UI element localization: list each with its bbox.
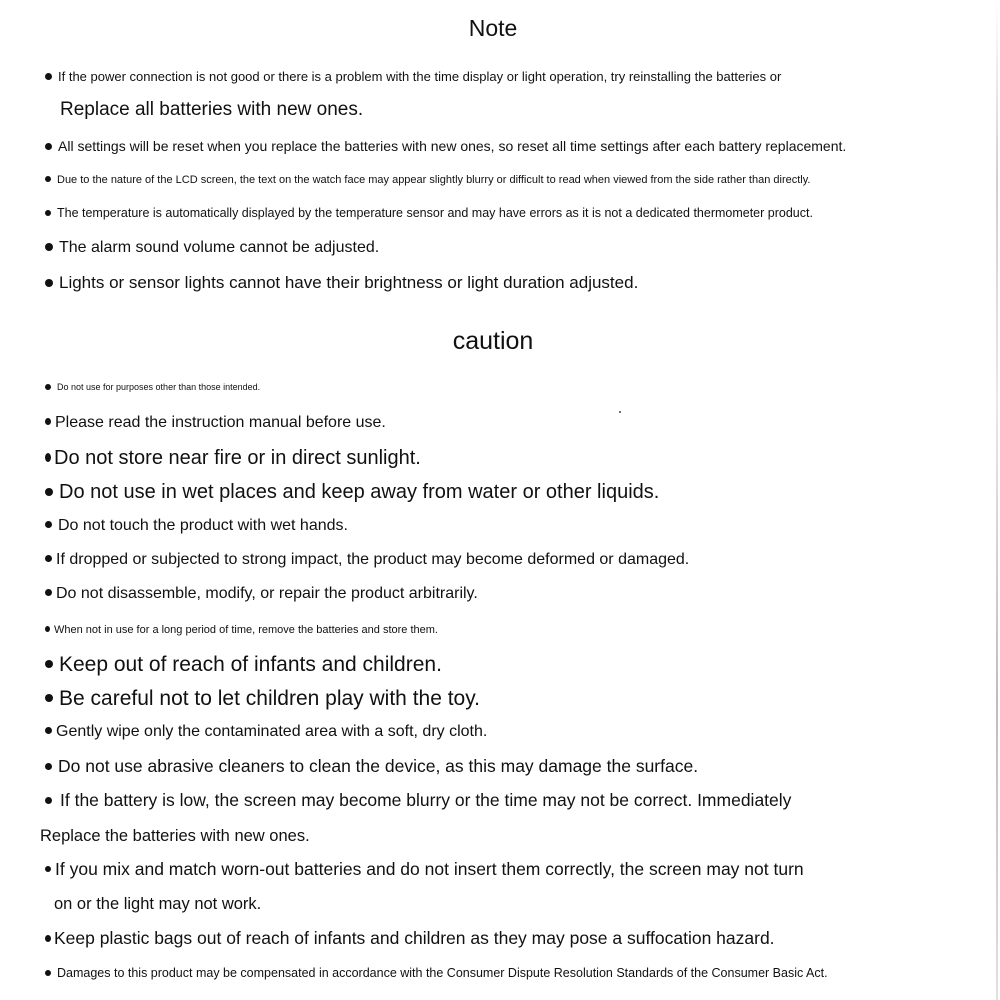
- caution-item-text: Damages to this product may be compensated in accordance with the Consumer Dispute Resolution Standards of the Consumer Basic Act.: [57, 966, 828, 980]
- note-item-text: The alarm sound volume cannot be adjusted.: [59, 239, 380, 256]
- caution-item-text: If the battery is low, the screen may become blurry or the time may not be correct. Immediately: [60, 790, 792, 810]
- caution-item-text: Do not disassemble, modify, or repair the product arbitrarily.: [56, 585, 478, 602]
- caution-item-10: [45, 688, 480, 709]
- caution-item-4: [45, 482, 659, 502]
- caution-item-14-cont: on or the light may not work.: [54, 895, 262, 913]
- bullet-dot-icon: [45, 243, 53, 251]
- bullet-dot-icon: [45, 797, 52, 804]
- note-item-3: [45, 139, 846, 153]
- bullet-dot-icon: [45, 488, 53, 496]
- bullet-dot-icon: [45, 143, 52, 150]
- bullet-dot-icon: [45, 453, 51, 462]
- caution-item-text: Please read the instruction manual before use.: [55, 414, 386, 431]
- caution-item-14: [45, 861, 804, 879]
- bullet-dot-icon: [45, 176, 51, 182]
- caution-item-12: [45, 758, 698, 776]
- bullet-dot-icon: [45, 279, 53, 287]
- caution-item-16: [45, 967, 828, 980]
- bullet-dot-icon: [45, 589, 52, 596]
- caution-item-text: Do not use in wet places and keep away from water or other liquids.: [59, 481, 660, 503]
- note-item-text: Due to the nature of the LCD screen, the text on the watch face may appear slightly blurry or difficult to read when viewed from the side rather than directly.: [57, 174, 811, 186]
- bullet-dot-icon: [45, 626, 50, 632]
- caution-item-text: Keep out of reach of infants and children.: [59, 653, 442, 676]
- caution-item-text: Do not use for purposes other than those intended.: [57, 382, 261, 392]
- scan-speck: [619, 411, 621, 413]
- bullet-dot-icon: [45, 384, 51, 390]
- caution-item-text: Be careful not to let children play with the toy.: [59, 687, 481, 710]
- caution-item-13: [45, 792, 791, 810]
- bullet-dot-icon: [45, 521, 52, 528]
- caution-item-7: [45, 586, 478, 602]
- note-item-text: If the power connection is not good or there is a problem with the time display or light operation, try reinstalling the batteries or: [58, 69, 782, 84]
- caution-item-text: If you mix and match worn-out batteries and do not insert them correctly, the screen may not turn: [55, 859, 804, 879]
- caution-item-text: Gently wipe only the contaminated area with a soft, dry cloth.: [56, 723, 488, 740]
- bullet-dot-icon: [45, 866, 51, 872]
- bullet-dot-icon: [45, 727, 52, 734]
- caution-item-13-cont: Replace the batteries with new ones.: [40, 827, 310, 845]
- bullet-dot-icon: [45, 210, 51, 216]
- caution-item-text: When not in use for a long period of time, remove the batteries and store them.: [54, 624, 438, 636]
- bullet-dot-icon: [45, 660, 53, 668]
- caution-item-text: Do not use abrasive cleaners to clean the device, as this may damage the surface.: [58, 756, 699, 776]
- note-heading: Note: [468, 15, 518, 41]
- note-item-text: The temperature is automatically displayed by the temperature sensor and may have errors as it is not a dedicated thermometer product.: [57, 206, 813, 220]
- note-item-2: Replace all batteries with new ones.: [60, 99, 364, 120]
- bullet-dot-icon: [45, 935, 51, 942]
- caution-item-8: [45, 625, 438, 636]
- caution-item-text: Keep plastic bags out of reach of infants and children as they may pose a suffocation hazard.: [54, 928, 775, 948]
- bullet-dot-icon: [45, 73, 52, 80]
- caution-item-2: [45, 415, 386, 431]
- page-edge-line: [996, 0, 998, 1000]
- caution-item-text: If dropped or subjected to strong impact, the product may become deformed or damaged.: [56, 551, 690, 568]
- caution-item-9: [45, 654, 442, 675]
- bullet-dot-icon: [45, 418, 51, 425]
- note-item-7: [45, 274, 638, 291]
- caution-item-text: Do not store near fire or in direct sunlight.: [54, 447, 421, 469]
- bullet-dot-icon: [45, 970, 51, 976]
- caution-item-15: [45, 930, 775, 948]
- caution-item-3: [45, 448, 421, 468]
- bullet-dot-icon: [45, 555, 52, 562]
- note-item-6: [45, 240, 379, 256]
- note-item-text: All settings will be reset when you replace the batteries with new ones, so reset all time settings after each battery replacement.: [58, 138, 847, 154]
- note-item-1: [45, 70, 781, 83]
- caution-item-text: Do not touch the product with wet hands.: [58, 517, 348, 534]
- note-item-text: Lights or sensor lights cannot have their brightness or light duration adjusted.: [59, 273, 639, 292]
- note-item-5: [45, 207, 813, 220]
- caution-item-1: [45, 383, 260, 392]
- caution-item-11: [45, 724, 487, 740]
- caution-heading: caution: [452, 327, 534, 355]
- caution-item-6: [45, 552, 689, 568]
- bullet-dot-icon: [45, 694, 53, 702]
- caution-item-5: [45, 518, 348, 534]
- note-item-4: [45, 175, 810, 186]
- bullet-dot-icon: [45, 763, 52, 770]
